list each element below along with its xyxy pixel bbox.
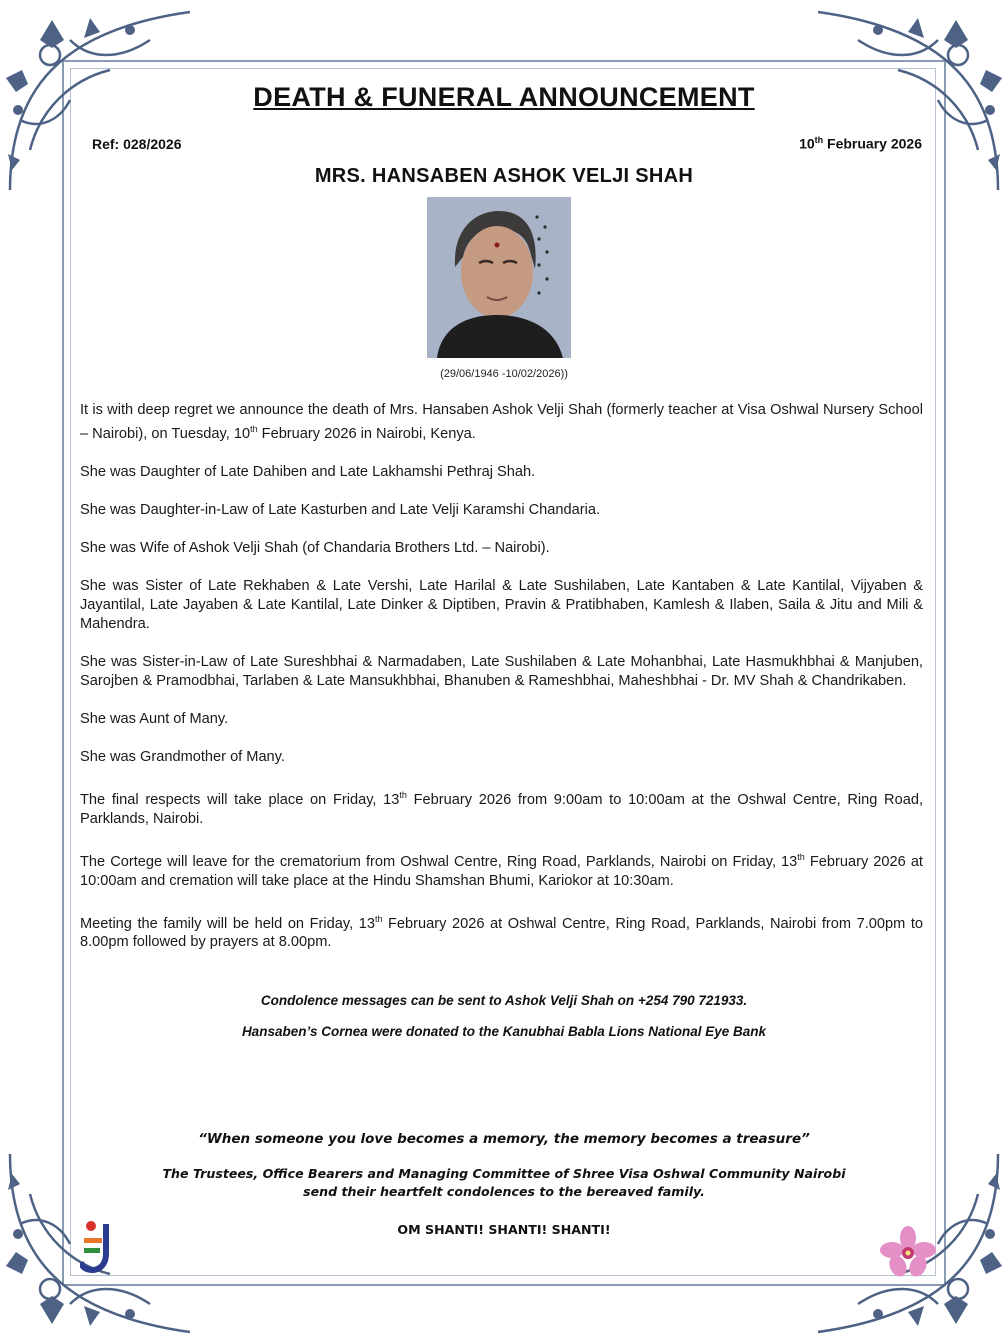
orchid-flower-icon <box>880 1226 936 1278</box>
paragraph-siblings: She was Sister of Late Rekhaben & Late Vershi, Late Harilal & Late Sushilaben, Late Kantaben & Late Kantilal, Vijyaben & Jayantilal, Late Jayaben & Late Kantilal, Late Dinker & Diptiben, Pravin & Pratibhaben, Kamlesh & Ilaben, Saila & Jitu and Mili & Mahendra. <box>80 577 923 632</box>
paragraph-grandmother: She was Grandmother of Many. <box>80 748 285 765</box>
paragraph-final-respects: The final respects will take place on Friday, 13th February 2026 from 9:00am to 10:00am at the Oshwal Centre, Ring Road, Parklands, Nairobi. <box>80 789 923 827</box>
page-title: DEATH & FUNERAL ANNOUNCEMENT <box>253 82 755 112</box>
paragraph-death-notice: It is with deep regret we announce the death of Mrs. Hansaben Ashok Velji Shah (formerly teacher at Visa Oshwal Nursery School – Nairobi), on Tuesday, 10th February 2026 in Nairobi, Kenya. <box>80 402 923 442</box>
condolence-contact: Condolence messages can be sent to Ashok Velji Shah on +254 790 721933. <box>260 993 748 1008</box>
trustees-line-2: send their heartfelt condolences to the bereaved family. <box>303 1184 705 1199</box>
paragraph-parents: She was Daughter of Late Dahiben and Late Lakhamshi Pethraj Shah. <box>80 463 536 480</box>
announcement-date: 10th February 2026 <box>799 135 922 152</box>
community-logo-icon <box>80 1218 120 1274</box>
announcement-body <box>80 401 923 971</box>
reference-number: Ref: 028/2026 <box>92 136 182 152</box>
portrait-photo <box>427 197 571 358</box>
memorial-quote: “When someone you love becomes a memory, the memory becomes a treasure” <box>198 1131 810 1147</box>
paragraph-family-meeting: Meeting the family will be held on Friday, 13th February 2026 at Oshwal Centre, Ring Road, Parklands, Nairobi from 7.00pm to 8.00pm followed by prayers at 8.00pm. <box>80 913 923 951</box>
paragraph-aunt: She was Aunt of Many. <box>80 710 229 727</box>
trustees-condolence <box>0 1165 1008 1201</box>
paragraph-in-laws: She was Daughter-in-Law of Late Kasturben and Late Velji Karamshi Chandaria. <box>80 501 601 518</box>
cornea-donation-note: Hansaben’s Cornea were donated to the Kanubhai Babla Lions National Eye Bank <box>241 1024 767 1039</box>
paragraph-husband: She was Wife of Ashok Velji Shah (of Chandaria Brothers Ltd. – Nairobi). <box>80 539 550 556</box>
trustees-line-1: The Trustees, Office Bearers and Managing Committee of Shree Visa Oshwal Community Nairobi <box>162 1166 846 1181</box>
om-shanti: OM SHANTI! SHANTI! SHANTI! <box>397 1222 611 1237</box>
paragraph-cortege: The Cortege will leave for the crematorium from Oshwal Centre, Ring Road, Parklands, Nairobi on Friday, 13th February 2026 at 10:00am and cremation will take place at the Hindu Shamshan Bhumi, Kariokor at 10:30am. <box>80 851 923 889</box>
paragraph-siblings-in-law: She was Sister-in-Law of Late Sureshbhai & Narmadaben, Late Sushilaben & Late Mohanbhai, Late Hasmukhbhai & Manjuben, Sarojben & Pramodbhai, Tarlaben & Late Mansukhbhai, Bhanuben & Rameshbhai, Maheshbhai - Dr. MV Shah & Chandrikaben. <box>80 653 923 689</box>
life-dates: (29/06/1946 -10/02/2026)) <box>440 368 568 380</box>
deceased-name: MRS. HANSABEN ASHOK VELJI SHAH <box>314 165 694 187</box>
